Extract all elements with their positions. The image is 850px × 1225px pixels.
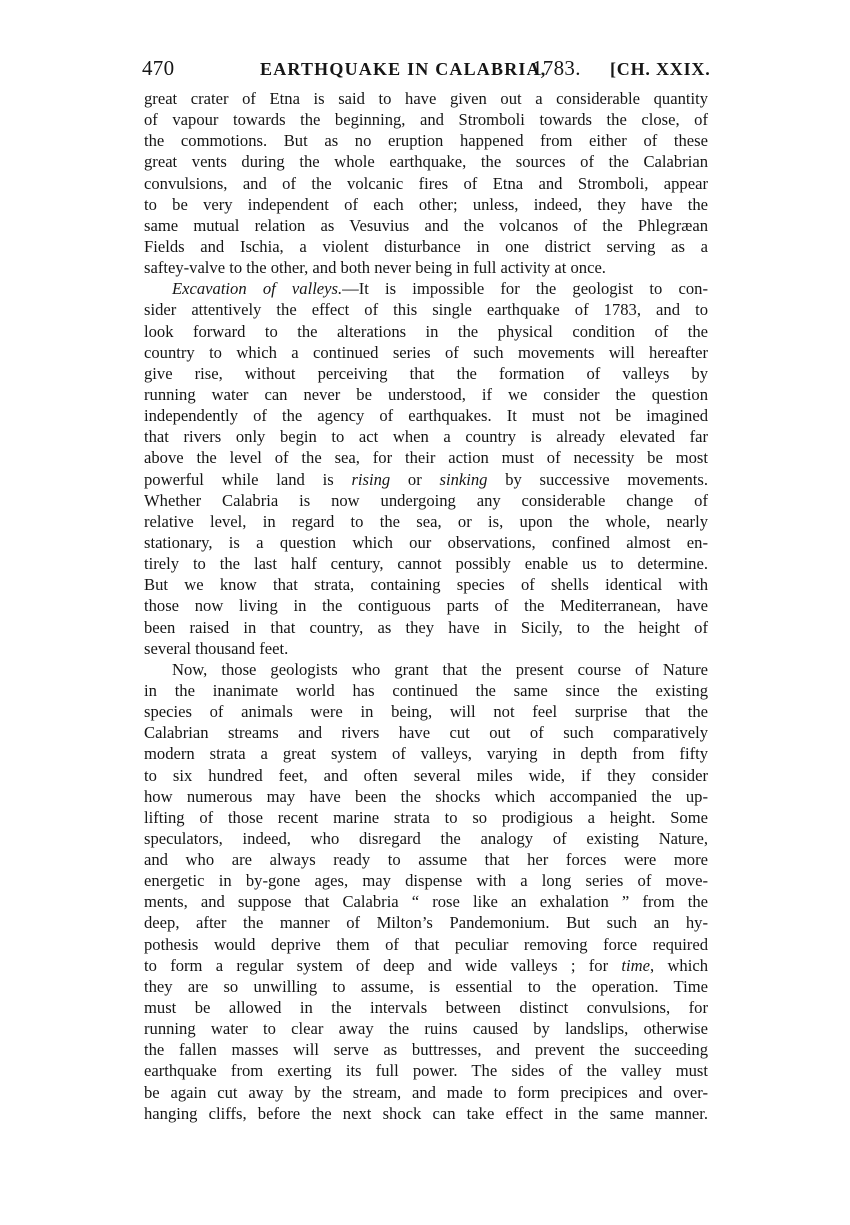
italic-word: sinking [439,469,488,489]
text-line: same mutual relation as Vesuvius and the volcanos of the Phlegræan [144,215,708,235]
section-heading: Excavation of valleys. [172,279,343,299]
text-line: pothesis would deprive them of that peculiar removing force required [144,934,708,954]
text-line: those now living in the contiguous parts of the Mediterranean, have [144,596,708,616]
running-head-year: 1783. [532,56,581,80]
page-number: 470 [142,56,175,80]
text-line: great vents during the whole earthquake, the sources of the Calabrian [144,152,708,172]
text-line: earthquake from exerting its full power. The sides of the valley must [144,1061,708,1081]
text-line: saftey-valve to the other, and both never being in full activity at once. [144,258,606,278]
text-line: But we know that strata, containing species of shells identical with [144,575,708,595]
text-line: relative level, in regard to the sea, or is, upon the whole, nearly [144,511,708,531]
text-line: species of animals were in being, will not feel surprise that the [144,702,708,722]
text-line: to six hundred feet, and often several miles wide, if they consider [144,765,708,785]
text-line: modern strata a great system of valleys, varying in depth from fifty [144,744,708,764]
text-line: Calabrian streams and rivers have cut out of such comparatively [144,723,708,743]
text-line: energetic in by-gone ages, may dispense with a long series of move- [144,871,708,891]
text-line: that rivers only begin to act when a country is already elevated far [144,427,708,447]
text-line: sider attentively the effect of this single earthquake of 1783, and to [144,300,708,320]
body-text [144,88,708,1124]
text-line: running water can never be understood, if we consider the question [144,384,708,404]
text-line: several thousand feet. [144,638,289,658]
italic-word: time [621,955,650,975]
text-line: running water to clear away the ruins caused by landslips, otherwise [144,1019,708,1039]
text-line: great crater of Etna is said to have given out a considerable quantity [144,89,708,108]
section-heading-line: Excavation of valleys.—It is impossible for the geologist to con- [172,279,708,299]
text-line: and who are always ready to assume that her forces were more [144,850,708,870]
text-line: above the level of the sea, for their action must of necessity be most [144,448,708,468]
text-line: deep, after the manner of Milton’s Pandemonium. But such an hy- [144,913,708,933]
text-line: Fields and Ischia, a violent disturbance in one district serving as a [144,236,708,256]
text-line: be again cut away by the stream, and made to form precipices and over- [144,1082,708,1102]
text-line: give rise, without perceiving that the formation of valleys by [144,363,708,383]
text-line: to be very independent of each other; unless, indeed, they have the [144,194,708,214]
paragraph-start-line: Now, those geologists who grant that the present course of Nature [172,659,708,679]
text-line: look forward to the alterations in the physical condition of the [144,321,708,341]
text-line: been raised in that country, as they have in Sicily, to the height of [144,617,708,637]
text-line: ments, and suppose that Calabria “ rose like an exhalation ” from the [144,892,708,912]
text-line: of vapour towards the beginning, and Stromboli towards the close, of [144,110,708,130]
text-line: independently of the agency of earthquakes. It must not be imagined [144,406,708,426]
text-line: in the inanimate world has continued the same since the existing [144,680,708,700]
text-line: must be allowed in the intervals between distinct convulsions, for [144,998,708,1018]
text-line: the fallen masses will serve as buttresses, and prevent the succeeding [144,1040,708,1060]
text-line: the commotions. But as no eruption happened from either of these [144,131,708,151]
running-head-chapter: [CH. XXIX. [610,59,711,79]
running-head-title: EARTHQUAKE IN CALABRIA, [260,59,547,79]
running-head [140,56,710,86]
text-line: stationary, is a question which our observations, confined almost en- [144,532,708,552]
text-line: to form a regular system of deep and wide valleys ; for time, which [144,955,708,975]
text-line: how numerous may have been the shocks which accompanied the up- [144,786,708,806]
text-line: powerful while land is rising or sinking by successive movements. [144,469,709,489]
text-line: they are so unwilling to assume, is essential to the operation. Time [144,976,708,996]
italic-word: rising [351,469,391,489]
text-line: convulsions, and of the volcanic fires of Etna and Stromboli, appear [144,173,708,193]
text-line: tirely to the last half century, cannot possibly enable us to determine. [144,554,708,574]
text-line: speculators, indeed, who disregard the analogy of existing Nature, [144,828,708,848]
text-line: country to which a continued series of such movements will hereafter [144,342,708,362]
text-line: lifting of those recent marine strata to so prodigious a height. Some [144,807,708,827]
text-line: Whether Calabria is now undergoing any considerable change of [144,490,708,510]
text-line: hanging cliffs, before the next shock can take effect in the same manner. [144,1103,708,1123]
